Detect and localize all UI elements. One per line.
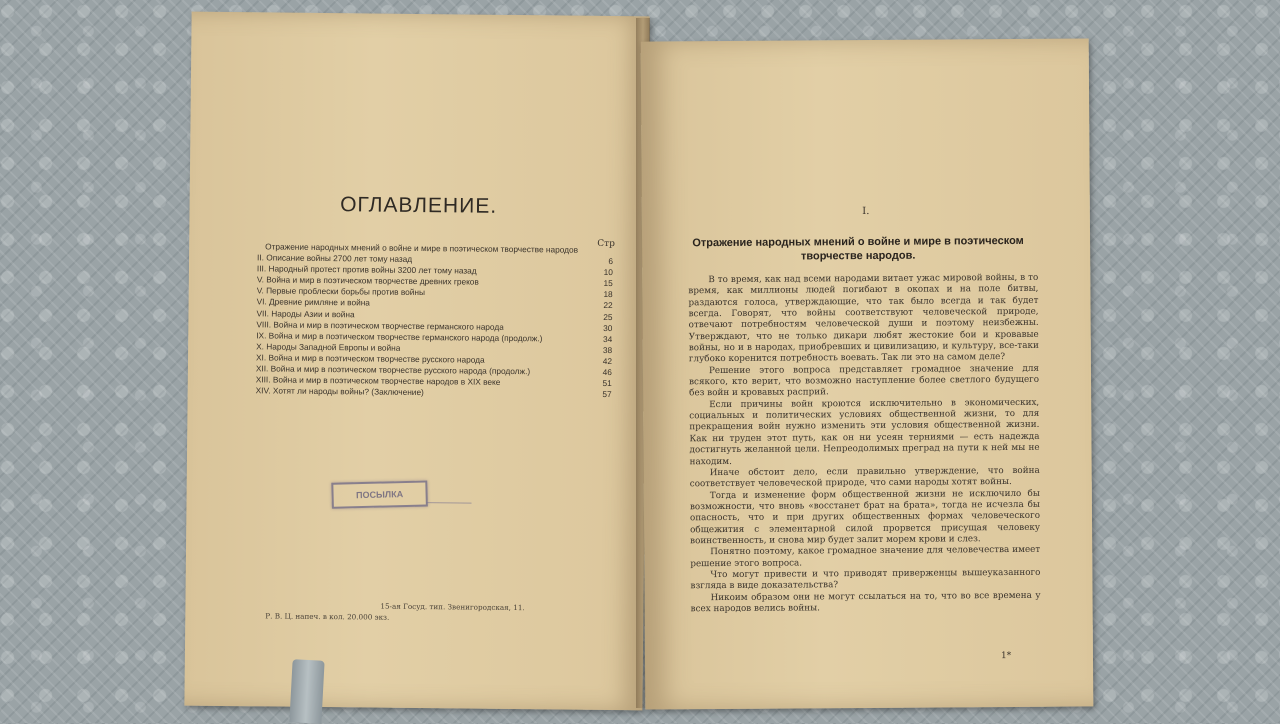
toc-entry-title: Отражение народных мнений о войне и мире в поэтическом творчестве народов [265, 241, 579, 255]
toc-entry-page: 30 [603, 322, 613, 333]
toc-entry-page: 15 [603, 278, 613, 289]
toc-entry-title: XIII. Война и мир в поэтическом творчестве народов в XIX веке [255, 374, 501, 387]
chapter-body [688, 273, 1040, 616]
toc-entry-page: 38 [602, 344, 613, 355]
toc-entry-page: 22 [603, 300, 613, 311]
body-paragraph: В то время, как над всеми народами витает ужас мировой войны, в то время, как миллионы людей погибают в окопах и на поле битвы, раздаются голоса, утверждающие, что так было всегда и так будет всегда. Говорят, что войны соответствуют человеческой природе, отвечают потребностям человеческой души и поэтому неизбежны. Утверждают, что не только дикари любят жестокие бои и кровавые войны, но и в народах, приобревших и цивилизацию, и культуру, все-таки глубоко коренится потребность воевать. Так ли это на самом деле? [688, 272, 1039, 365]
chapter-title: Отражение народных мнений о войне и мире в поэтическом творчестве народов. [692, 234, 1024, 263]
toc-entry-title: VII. Народы Азии и война [256, 307, 355, 319]
toc-entry-title: X. Народы Западной Европы и война [256, 341, 401, 353]
toc-entry-page: 25 [603, 311, 613, 322]
toc-entry-page: 6 [608, 256, 614, 267]
toc-entry-page: 57 [602, 389, 612, 400]
signature-mark: 1* [1000, 651, 1012, 662]
table-of-contents [255, 238, 615, 400]
toc-entry-title: II. Описание войны 2700 лет тому назад [257, 252, 413, 265]
toc-entry-title: IX. Война и мир в поэтическом творчестве германского народа (продолж.) [256, 330, 543, 344]
toc-entry-page: 34 [602, 333, 613, 344]
toc-entry [256, 386, 612, 401]
imprint-line-1: 15-ая Госуд. тип. Звенигородская, 11. [380, 601, 525, 613]
body-paragraph: Иначе обстоит дело, если правильно утверждение, что война соответствует человеческой природе, что сами народы хотят войны. [689, 465, 1040, 490]
right-page [641, 38, 1094, 709]
chapter-number: I. [862, 205, 870, 218]
library-stamp: ПОСЫЛКА [331, 480, 428, 508]
bookmark-ribbon [289, 659, 324, 724]
toc-entry-page: 42 [602, 355, 613, 366]
toc-entry-title: VI. Древние римляне и война [256, 296, 371, 308]
toc-entry-title: III. Народный протест против войны 3200 лет тому назад [256, 263, 477, 276]
toc-entry-title: VIII. Война и мир в поэтическом творчестве германского народа [256, 318, 504, 332]
stamp-underline [427, 502, 472, 503]
left-page [184, 12, 649, 711]
toc-entry-page [607, 245, 613, 256]
toc-entry-page: 46 [602, 366, 612, 378]
page-column-header: Стр [597, 238, 615, 250]
body-paragraph: Решение этого вопроса представляет громадное значение для всякого, кто верит, что возможно наступление более светлого будущего без войн и кровавых расприй. [689, 363, 1040, 399]
imprint-line-2: Р. В. Ц. напеч. в кол. 20.000 экз. [265, 611, 390, 622]
printer-imprint [265, 599, 565, 624]
toc-entry-title: XIV. Хотят ли народы войны? (Заключение) [255, 385, 424, 398]
toc-entry-page: 18 [603, 289, 613, 300]
body-paragraph: Никоим образом они не могут ссылаться на то, что во все времена у всех народов велись войны. [690, 590, 1041, 615]
body-paragraph: Если причины войн кроются исключительно в экономических, социальных и политических условиях общественной жизни, то для прекращения войн нужно изменить эти условия общественной жизни. Как ни труден этот путь, как он ни усеян терниями — есть надежда достигнуть желанной цели. Непреодолимых преград на пути к ней мы не находим. [689, 397, 1040, 467]
toc-entry-title: V. Первые проблески борьбы против войны [256, 285, 426, 298]
body-paragraph: Тогда и изменение форм общественной жизни не исключило бы возможности, что вновь «восстанет брат на брата», тогда не исчезла бы опасность, что и при других общественных формах человеческого общежития с элементарной силой прорвется присущая человеку воинственность, и снова мир будет залит морем крови и слез. [689, 488, 1041, 547]
toc-entry-title: XI. Война и мир в поэтическом творчестве русского народа [255, 352, 485, 365]
toc-entry-title: V. Война и мир в поэтическом творчестве древних греков [256, 274, 479, 287]
body-paragraph: Понятно поэтому, какое громадное значение для человечества имеет решение этого вопроса. [690, 545, 1041, 569]
toc-entry-page: 51 [602, 378, 612, 389]
toc-entry-page: 10 [603, 267, 613, 278]
body-paragraph: Что могут привести и что приводят приверженцы вышеуказанного взгляда в виде доказательства? [690, 567, 1041, 592]
toc-entry-title: XII. Война и мир в поэтическом творчестве русского народа (продолж.) [255, 363, 531, 377]
toc-title: ОГЛАВЛЕНИЕ. [340, 193, 498, 218]
